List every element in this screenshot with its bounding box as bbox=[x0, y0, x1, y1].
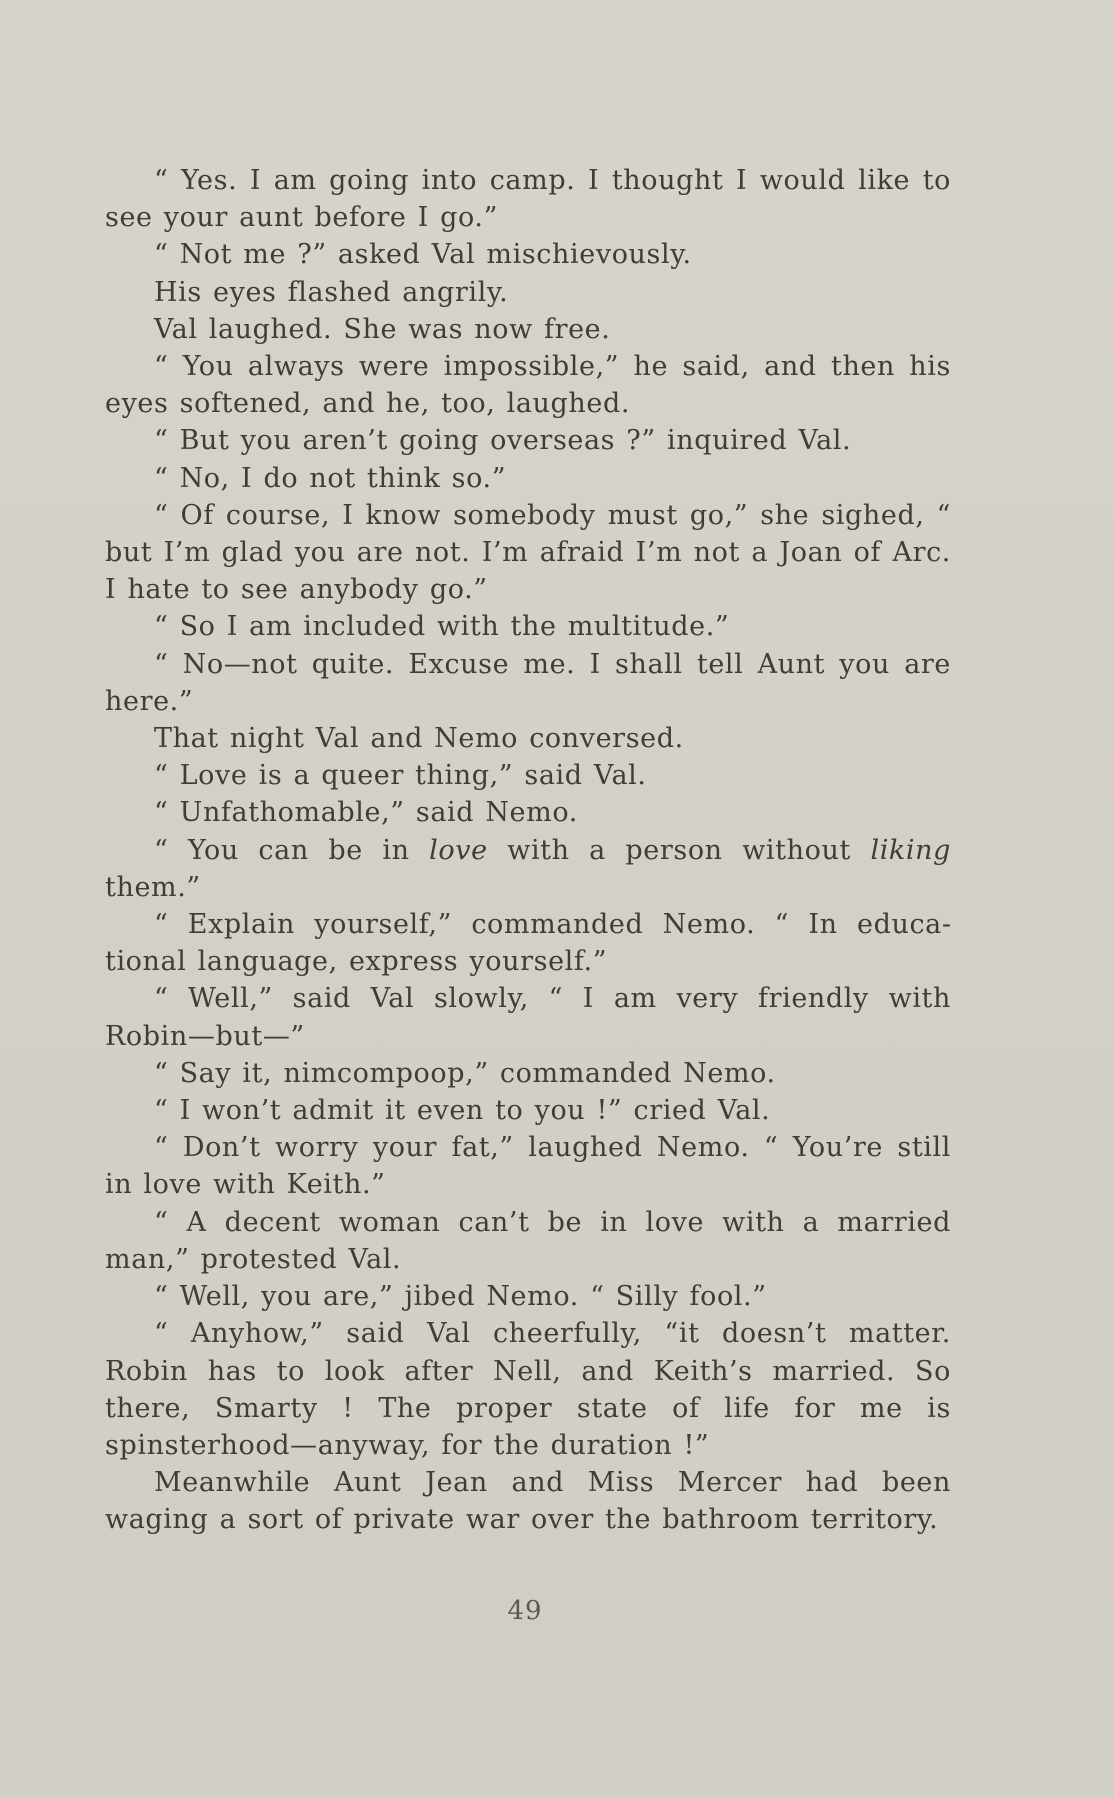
italic-word-love: love bbox=[429, 834, 488, 866]
paragraph: “ Well,” said Val slowly, “ I am very friendly with Robin—but—” bbox=[105, 983, 951, 1052]
paragraph: “ You always were impossible,” he said, and then his eyes softened, and he, too, laughed. bbox=[105, 351, 951, 420]
paragraph: “ Love is a queer thing,” said Val. bbox=[154, 760, 647, 792]
paragraph: His eyes flashed angrily. bbox=[154, 276, 509, 308]
paragraph: “ Of course, I know somebody must go,” she sighed, “ but I’m glad you are not. I’m afraid I’m not a Joan of Arc. I hate to see anybody go.” bbox=[105, 499, 951, 606]
paragraph: “ I won’t admit it even to you !” cried Val. bbox=[154, 1095, 771, 1127]
paragraph: “ Not me ?” asked Val mischievously. bbox=[154, 239, 692, 271]
paragraph: “ Don’t worry your fat,” laughed Nemo. “ You’re still in love with Keith.” bbox=[105, 1132, 951, 1201]
paragraph: “ No, I do not think so.” bbox=[154, 462, 507, 494]
paragraph: “ So I am included with the multitude.” bbox=[154, 611, 730, 643]
paragraph: Meanwhile Aunt Jean and Miss Mercer had been waging a sort of private war over the bathroom territory. bbox=[105, 1467, 951, 1536]
text-run: them.” bbox=[105, 871, 201, 903]
paragraph: “ A decent woman can’t be in love with a married man,” protested Val. bbox=[105, 1206, 951, 1275]
paragraph: “ Explain yourself,” commanded Nemo. “ In educational language, express yourself.” bbox=[105, 909, 951, 978]
paragraph: “ Well, you are,” jibed Nemo. “ Silly fool.” bbox=[154, 1281, 767, 1313]
text-run: with a person without bbox=[487, 834, 871, 866]
body-text bbox=[105, 162, 951, 1539]
paragraph: That night Val and Nemo conversed. bbox=[154, 723, 684, 755]
paragraph: “ Anyhow,” said Val cheerfully, “it doesn’t matter. Robin has to look after Nell, and Keith’s married. So there, Smarty ! The proper state of life for me is spinsterhood—anyway, for the duration !” bbox=[105, 1318, 951, 1461]
paragraph: “ Yes. I am going into camp. I thought I would like to see your aunt before I go.” bbox=[105, 165, 951, 234]
paragraph: Val laughed. She was now free. bbox=[154, 313, 611, 345]
italic-word-liking: liking bbox=[870, 834, 951, 866]
paragraph: “ But you aren’t going overseas ?” inquired Val. bbox=[154, 425, 852, 457]
paragraph-with-italics bbox=[105, 832, 951, 906]
paragraph: “ No—not quite. Excuse me. I shall tell Aunt you are here.” bbox=[105, 648, 951, 717]
page-number: 49 bbox=[507, 1596, 543, 1626]
paragraph: “ Unfathomable,” said Nemo. bbox=[154, 797, 578, 829]
paragraph: “ Say it, nimcompoop,” commanded Nemo. bbox=[154, 1057, 776, 1089]
text-run: “ You can be in bbox=[154, 834, 430, 866]
